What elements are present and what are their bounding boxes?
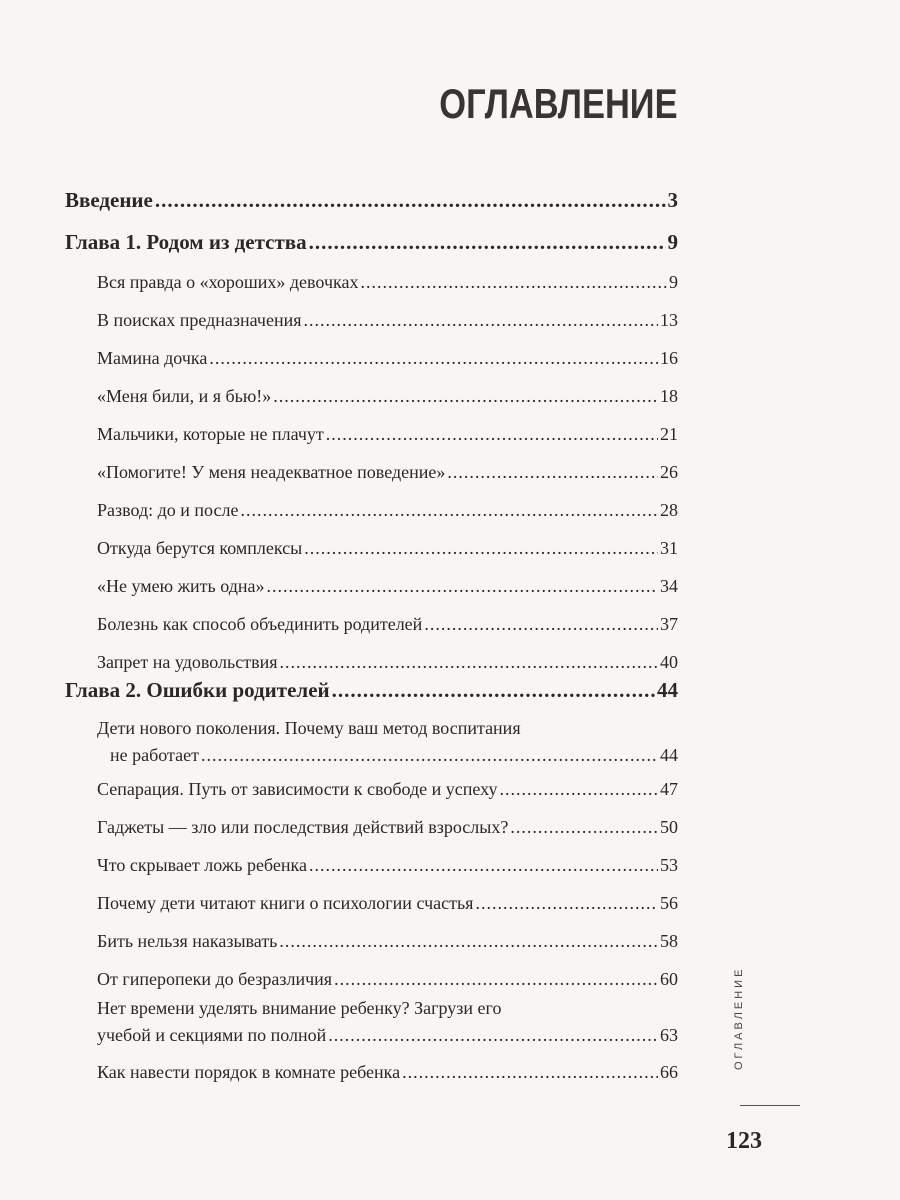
toc-entry bbox=[97, 310, 678, 331]
entry-title-line1: Дети нового поколения. Почему ваш метод воспитания bbox=[97, 718, 521, 738]
entry-page: 13 bbox=[660, 310, 678, 330]
toc-entry bbox=[97, 1062, 678, 1083]
entry-title: «Помогите! У меня неадекватное поведение» bbox=[97, 462, 446, 482]
entry-title: Запрет на удовольствия bbox=[97, 652, 278, 672]
toc-entry bbox=[110, 745, 678, 766]
dot-leader bbox=[279, 931, 658, 952]
entry-page: 47 bbox=[660, 779, 678, 799]
dot-leader bbox=[360, 272, 667, 293]
entry-page: 50 bbox=[660, 817, 678, 837]
dot-leader bbox=[280, 652, 658, 673]
dot-leader bbox=[309, 855, 658, 876]
entry-title: Развод: до и после bbox=[97, 500, 239, 520]
dot-leader bbox=[447, 462, 658, 483]
dot-leader bbox=[510, 817, 658, 838]
entry-title: «Меня били, и я бью!» bbox=[97, 386, 272, 406]
entry-title: Болезнь как способ объединить родителей bbox=[97, 614, 423, 634]
toc-entry bbox=[97, 817, 678, 838]
dot-leader bbox=[402, 1062, 658, 1083]
dot-leader bbox=[499, 779, 658, 800]
dot-leader bbox=[309, 230, 666, 255]
toc-entry bbox=[97, 969, 678, 990]
page-number: 123 bbox=[726, 1128, 762, 1154]
toc-entry bbox=[97, 614, 678, 635]
entry-title: Глава 1. Родом из детства bbox=[65, 230, 307, 254]
toc-entry bbox=[97, 348, 678, 369]
entry-page: 44 bbox=[657, 678, 678, 702]
dot-leader bbox=[332, 678, 655, 703]
dot-leader bbox=[209, 348, 658, 369]
toc-entry bbox=[97, 500, 678, 521]
entry-title: Глава 2. Ошибки родителей bbox=[65, 678, 330, 702]
entry-title: Откуда берутся комплексы bbox=[97, 538, 303, 558]
entry-page: 16 bbox=[660, 348, 678, 368]
toc-entry-chapter bbox=[65, 188, 678, 213]
entry-page: 56 bbox=[660, 893, 678, 913]
entry-page: 9 bbox=[669, 272, 678, 292]
page-title: ОГЛАВЛЕНИЕ bbox=[439, 80, 678, 127]
entry-page: 21 bbox=[660, 424, 678, 444]
entry-title: Почему дети читают книги о психологии счастья bbox=[97, 893, 474, 913]
dot-leader bbox=[475, 893, 658, 914]
dot-leader bbox=[424, 614, 658, 635]
divider bbox=[740, 1105, 800, 1106]
dot-leader bbox=[155, 188, 666, 213]
entry-title: учебой и секциями по полной bbox=[97, 1025, 327, 1045]
toc-entry bbox=[97, 386, 678, 407]
entry-page: 40 bbox=[660, 652, 678, 672]
entry-page: 34 bbox=[660, 576, 678, 596]
entry-title: Гаджеты — зло или последствия действий взрослых? bbox=[97, 817, 509, 837]
entry-page: 31 bbox=[660, 538, 678, 558]
entry-title-line1: Нет времени уделять внимание ребенку? Загрузи его bbox=[97, 998, 502, 1018]
toc-entry bbox=[97, 893, 678, 914]
toc-entry bbox=[97, 538, 678, 559]
toc-entry bbox=[97, 424, 678, 445]
entry-title: не работает bbox=[110, 745, 199, 765]
toc-entry-chapter bbox=[65, 678, 678, 703]
entry-title: Как навести порядок в комнате ребенка bbox=[97, 1062, 401, 1082]
entry-title: Вся правда о «хороших» девочках bbox=[97, 272, 359, 292]
entry-title: В поисках предназначения bbox=[97, 310, 302, 330]
dot-leader bbox=[273, 386, 658, 407]
entry-page: 44 bbox=[660, 745, 678, 765]
entry-title: Что скрывает ложь ребенка bbox=[97, 855, 307, 875]
toc-entry bbox=[97, 462, 678, 483]
entry-title: Сепарация. Путь от зависимости к свободе и успеху bbox=[97, 779, 498, 799]
entry-title: Бить нельзя наказывать bbox=[97, 931, 278, 951]
entry-page: 60 bbox=[660, 969, 678, 989]
entry-page: 37 bbox=[660, 614, 678, 634]
dot-leader bbox=[266, 576, 658, 597]
dot-leader bbox=[304, 538, 658, 559]
entry-page: 28 bbox=[660, 500, 678, 520]
entry-title: «Не умею жить одна» bbox=[97, 576, 265, 596]
toc-entry bbox=[97, 1025, 678, 1046]
toc-entry bbox=[97, 931, 678, 952]
dot-leader bbox=[326, 424, 658, 445]
entry-page: 66 bbox=[660, 1062, 678, 1082]
entry-page: 9 bbox=[667, 230, 678, 254]
entry-page: 58 bbox=[660, 931, 678, 951]
dot-leader bbox=[201, 745, 658, 766]
entry-title: Мамина дочка bbox=[97, 348, 208, 368]
dot-leader bbox=[240, 500, 658, 521]
entry-page: 3 bbox=[667, 188, 678, 212]
dot-leader bbox=[328, 1025, 658, 1046]
toc-entry bbox=[97, 652, 678, 673]
entry-title: Мальчики, которые не плачут bbox=[97, 424, 324, 444]
toc-entry bbox=[97, 779, 678, 800]
running-head: ОГЛАВЛЕНИЕ bbox=[733, 966, 745, 1070]
entry-page: 63 bbox=[660, 1025, 678, 1045]
entry-page: 18 bbox=[660, 386, 678, 406]
toc-entry bbox=[97, 576, 678, 597]
entry-title: Введение bbox=[65, 188, 153, 212]
entry-title: От гиперопеки до безразличия bbox=[97, 969, 333, 989]
entry-page: 53 bbox=[660, 855, 678, 875]
dot-leader bbox=[304, 310, 659, 331]
toc-entry-chapter bbox=[65, 230, 678, 255]
dot-leader bbox=[334, 969, 658, 990]
toc-entry bbox=[97, 855, 678, 876]
entry-page: 26 bbox=[660, 462, 678, 482]
toc-entry bbox=[97, 272, 678, 293]
